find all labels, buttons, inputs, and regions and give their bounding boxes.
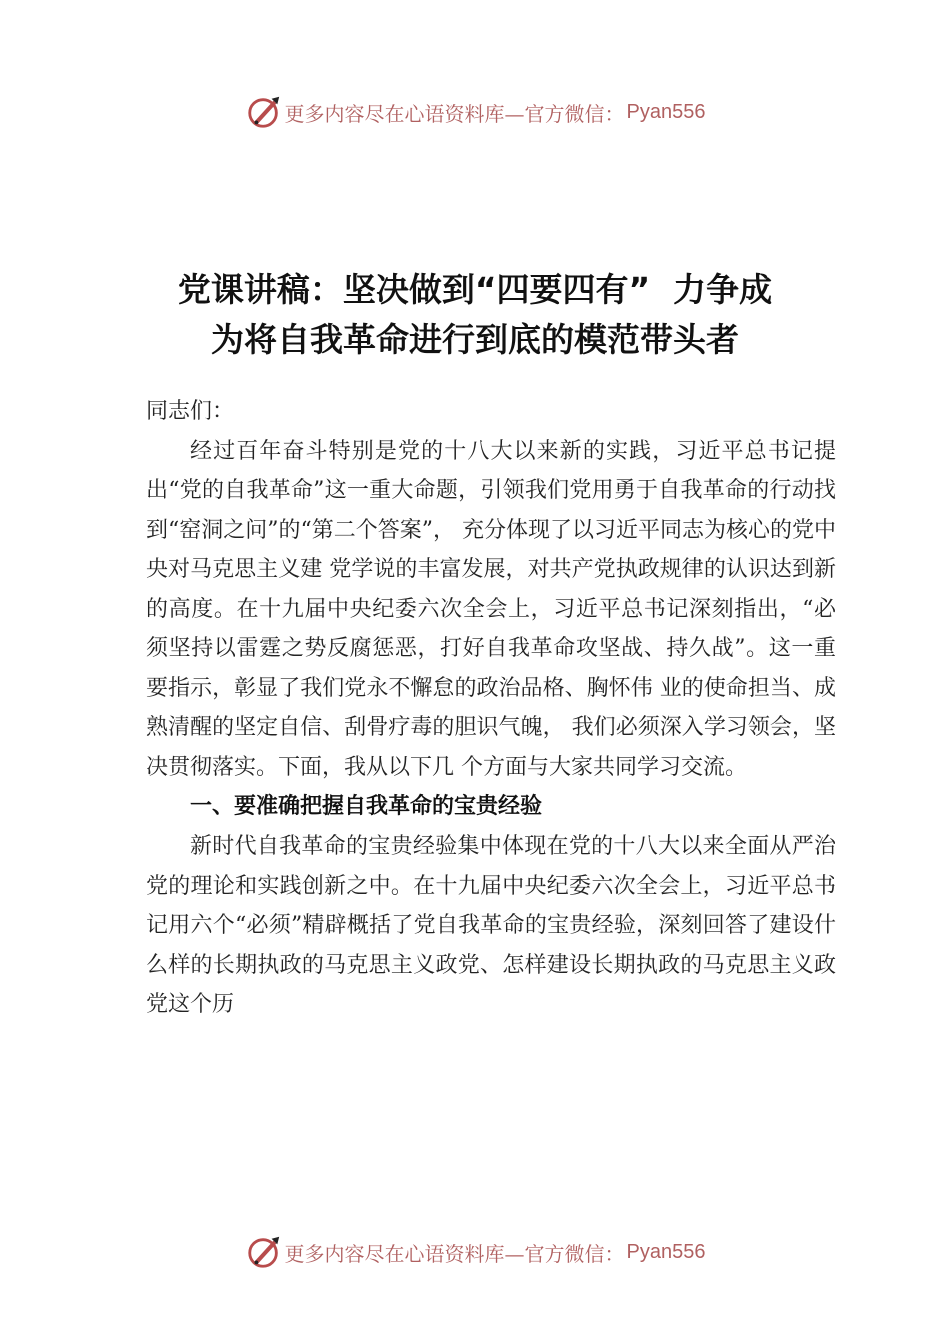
quill-pen-logo-icon (245, 1233, 283, 1271)
section-heading-1: 一、要准确把握自我革命的宝贵经验 (190, 794, 543, 819)
title-line-1: 党课讲稿：坚决做到“四要四有” 力争成 (177, 270, 773, 309)
watermark-text: 更多内容尽在心语资料库—官方微信： (284, 101, 625, 126)
greeting: 同志们： (146, 399, 235, 424)
paragraph-2: 新时代自我革命的宝贵经验集中体现在党的十八大以来全面从严治党的理论和实践创新之中。在十九届中央纪委六次全会上，习近平总书记用六个“必须”精辟概括了党自我革命的宝贵经验，深刻回答了建设什么样的长期执政的马克思主义政党、怎样建设长期执政的马克思主义政党这个历 (146, 834, 836, 1017)
watermark-account: Pyan556 (626, 100, 706, 123)
header-watermark (0, 92, 950, 132)
footer-watermark (0, 1232, 950, 1272)
watermark-text: 更多内容尽在心语资料库—官方微信： (284, 1241, 625, 1266)
paragraph-1: 经过百年奋斗特别是党的十八大以来新的实践，习近平总书记提出“党的自我革命”这一重大命题，引领我们党用勇于自我革命的行动找到“窑洞之问”的“第二个答案”， 充分体现了以习近平同志为核心的党中央对马克思主义建 党学说的丰富发展，对共产党执政规律的认识达到新的高度。在十九届中央纪委六次全会上，习近平总书记深刻指出，“必 须坚持以雷霆之势反腐惩恶，打好自我革命攻坚战、持久战”。这一重要指示，彰显了我们党永不懈怠的政治品格、胸怀伟 业的使命担当、成熟清醒的坚定自信、刮骨疗毒的胆识气魄， 我们必须深入学习领会，坚决贯彻落实。下面，我从以下几 个方面与大家共同学习交流。 (146, 438, 836, 780)
title-line-2: 为将自我革命进行到底的模范带头者 (211, 320, 739, 359)
quill-pen-logo-icon (245, 93, 283, 131)
document-body (146, 392, 836, 1025)
watermark-account: Pyan556 (626, 1240, 706, 1263)
document-title (100, 265, 850, 365)
